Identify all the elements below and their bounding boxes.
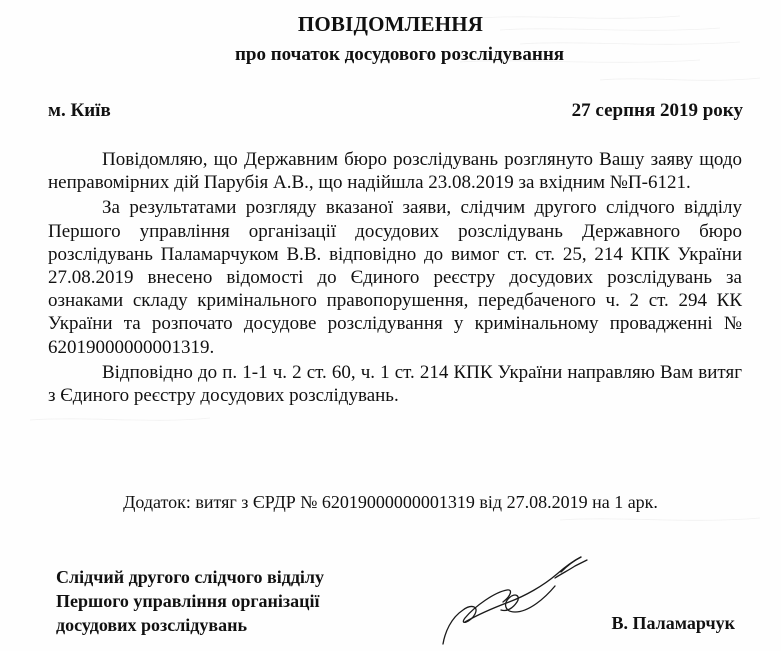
attachment-note: Додаток: витяг з ЄРДР № 62019000000001319 від 27.08.2019 на 1 арк.	[123, 492, 658, 512]
handwritten-signature	[405, 552, 605, 651]
document-city: м. Київ	[48, 100, 111, 121]
signatory-name: В. Паламарчук	[611, 613, 735, 633]
signatory-position-line: Слідчий другого слідчого відділу	[56, 567, 325, 587]
signatory-position	[56, 565, 324, 637]
document-body	[48, 148, 742, 409]
document-subtitle: про початок досудового розслідування	[234, 44, 565, 65]
body-paragraph: За результатами розгляду вказаної заяви, слідчим другого слідчого відділу Першого управління організації досудових розслідувань Державного бюро розслідувань Паламарчуком В.В. відповідно до вимог ст. ст. 25, 214 КПК України 27.08.2019 внесено відомості до Єдиного реєстру досудових розслідувань за ознаками складу кримінального правопорушення, передбаченого ч. 2 ст. 294 КК України та розпочато досудове розслідування у кримінальному провадженні № 62019000000001319.	[48, 197, 742, 358]
body-paragraph: Відповідно до п. 1-1 ч. 2 ст. 60, ч. 1 ст. 214 КПК України направляю Вам витяг з Єдиного реєстру досудових розслідувань.	[48, 361, 742, 407]
body-paragraph: Повідомляю, що Державним бюро розслідувань розглянуто Вашу заяву щодо неправомірних дій Парубія А.В., що надійшла 23.08.2019 за вхідним №П-6121.	[48, 149, 742, 194]
document-date: 27 серпня 2019 року	[571, 100, 743, 121]
document-title: ПОВІДОМЛЕННЯ	[297, 12, 484, 36]
signatory-position-line: Першого управління організації	[56, 591, 320, 611]
signatory-position-line: досудових розслідувань	[56, 615, 248, 635]
